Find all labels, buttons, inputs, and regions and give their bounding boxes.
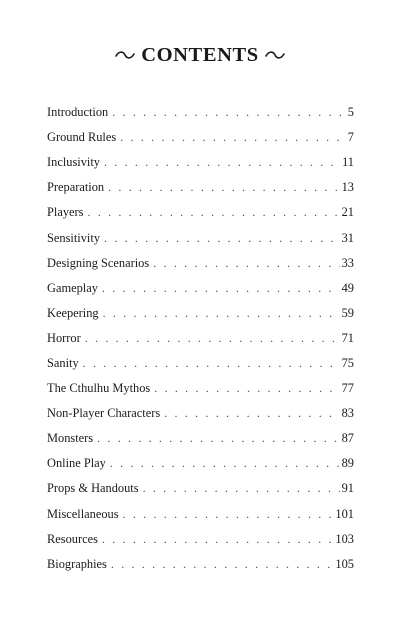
dot-leader: [87, 205, 339, 220]
swash-ornament-left-icon: [115, 50, 135, 60]
dot-leader: [154, 381, 339, 396]
toc-entry-page-number: 83: [341, 406, 354, 421]
toc-entry-page-number: 33: [341, 255, 354, 270]
toc-entry-title: Players: [47, 205, 84, 220]
dot-leader: [123, 507, 334, 522]
toc-entry-title: Sensitivity: [47, 230, 101, 245]
toc-entry-page-number: 105: [335, 556, 354, 571]
dot-leader: [104, 231, 340, 246]
toc-entry-title: Horror: [47, 330, 81, 345]
dot-leader: [120, 130, 346, 145]
toc-entry-page-number: 87: [341, 431, 354, 446]
toc-entry-title: Inclusivity: [47, 155, 100, 170]
toc-entry[interactable]: [47, 401, 354, 426]
dot-leader: [108, 180, 339, 195]
toc-entry-title: The Cthulhu Mythos: [47, 381, 151, 396]
toc-entry[interactable]: [47, 527, 354, 552]
toc-entry[interactable]: [47, 376, 354, 401]
toc-entry-title: Sanity: [47, 355, 79, 370]
toc-entry-title: Keepering: [47, 305, 99, 320]
dot-leader: [102, 532, 333, 547]
dot-leader: [153, 256, 339, 271]
toc-entry-title: Resources: [47, 531, 98, 546]
toc-entry-title: Non-Player Characters: [47, 406, 161, 421]
toc-entry[interactable]: [47, 225, 354, 250]
toc-entry[interactable]: [47, 426, 354, 451]
toc-entry-title: Biographies: [47, 556, 107, 571]
dot-leader: [83, 356, 340, 371]
dot-leader: [164, 406, 339, 421]
toc-entry-title: Ground Rules: [47, 130, 117, 145]
page-title: CONTENTS: [141, 43, 259, 66]
toc-entry[interactable]: [47, 125, 354, 150]
dot-leader: [103, 306, 340, 321]
toc-entry-page-number: 11: [342, 155, 354, 170]
swash-ornament-right-icon: [265, 50, 285, 60]
dot-leader: [104, 155, 340, 170]
toc-entry-page-number: 75: [341, 355, 354, 370]
toc-entry[interactable]: [47, 200, 354, 225]
toc-entry-title: Monsters: [47, 431, 94, 446]
toc-entry[interactable]: [47, 150, 354, 175]
dot-leader: [112, 105, 346, 120]
toc-entry-page-number: 89: [341, 456, 354, 471]
toc-entry[interactable]: [47, 100, 354, 125]
toc-entry-page-number: 5: [347, 105, 354, 120]
toc-entry-title: Designing Scenarios: [47, 255, 150, 270]
dot-leader: [97, 431, 339, 446]
toc-entry-page-number: 59: [341, 305, 354, 320]
toc-entry-title: Introduction: [47, 105, 109, 120]
toc-entry-title: Miscellaneous: [47, 506, 119, 521]
dot-leader: [111, 557, 334, 572]
toc-entry-page-number: 91: [341, 481, 354, 496]
toc-entry-page-number: 101: [335, 506, 354, 521]
toc-entry-page-number: 103: [335, 531, 354, 546]
toc-entry-page-number: 21: [341, 205, 354, 220]
dot-leader: [110, 456, 340, 471]
toc-entry-page-number: 49: [341, 280, 354, 295]
toc-entry-title: Gameplay: [47, 280, 98, 295]
dot-leader: [143, 481, 340, 496]
toc-entry[interactable]: [47, 351, 354, 376]
table-of-contents: [47, 100, 354, 577]
toc-entry-title: Online Play: [47, 456, 106, 471]
toc-entry-page-number: 71: [341, 330, 354, 345]
toc-entry[interactable]: [47, 476, 354, 501]
toc-entry[interactable]: [47, 276, 354, 301]
toc-entry[interactable]: [47, 251, 354, 276]
dot-leader: [102, 281, 340, 296]
toc-entry-title: Preparation: [47, 180, 105, 195]
toc-entry-page-number: 13: [341, 180, 354, 195]
toc-entry-page-number: 77: [341, 381, 354, 396]
toc-entry[interactable]: [47, 175, 354, 200]
toc-entry[interactable]: [47, 502, 354, 527]
toc-entry-page-number: 7: [347, 130, 354, 145]
toc-entry[interactable]: [47, 326, 354, 351]
toc-entry[interactable]: [47, 552, 354, 577]
toc-entry[interactable]: [47, 451, 354, 476]
dot-leader: [85, 331, 340, 346]
toc-entry-page-number: 31: [341, 230, 354, 245]
contents-heading: [0, 40, 400, 70]
toc-entry[interactable]: [47, 301, 354, 326]
toc-entry-title: Props & Handouts: [47, 481, 139, 496]
